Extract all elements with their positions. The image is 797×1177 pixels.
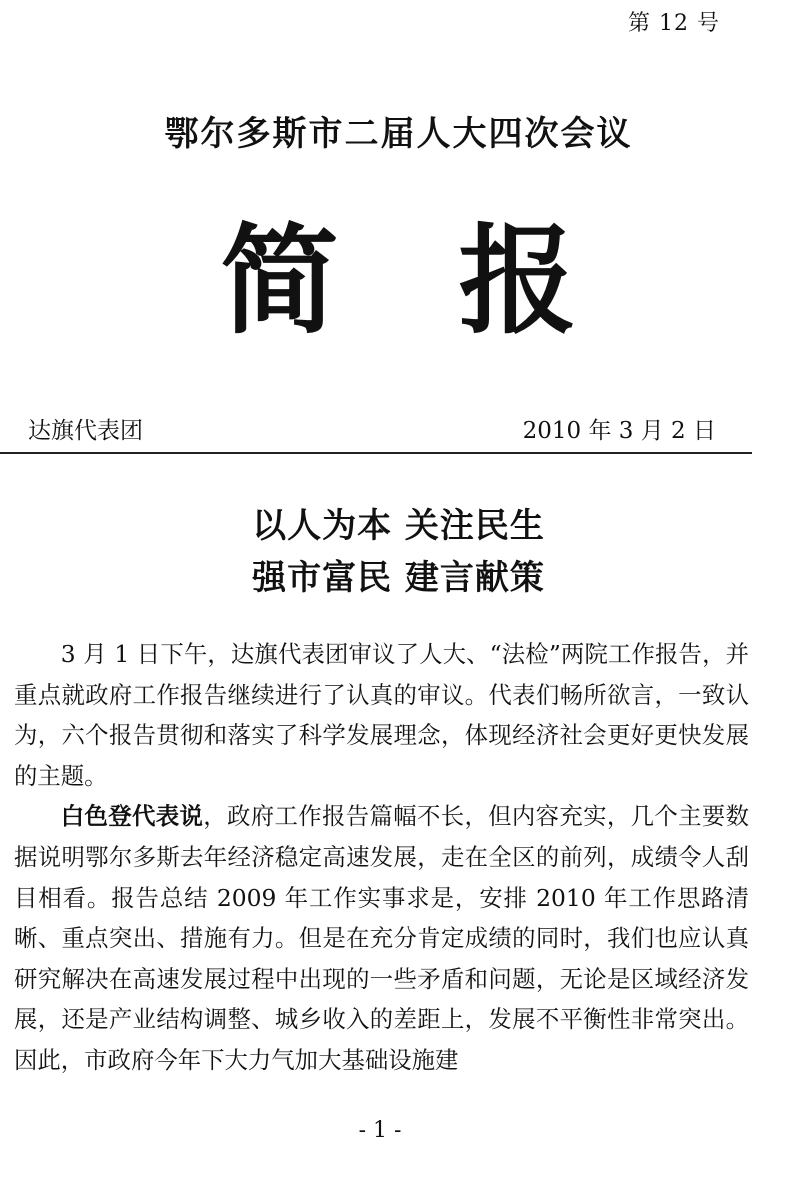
- page-number: - 1 -: [358, 1118, 402, 1143]
- bulletin-title-char-2: 报: [458, 211, 577, 350]
- paragraph-2-text: ，政府工作报告篇幅不长，但内容充实，几个主要数据说明鄂尔多斯去年经济稳定高速发展，走在全区的前列，成绩令人刮目相看。报告总结 2009 年工作实事求是，安排 2010 年工作思路清晰、重点突出、措施有力。但是在充分肯定成绩的同时，我们也应认真研究解决在高速发展过程中出现的一些矛盾和问题，无论是区域经济发展，还是产业结构调整、城乡收入的差距上，发展不平衡性非常突出。因此，市政府今年下大力气加大基础设施建: [14, 802, 750, 1074]
- session-title: 鄂尔多斯市二届人大四次会议: [164, 114, 633, 154]
- delegation-name: 达旗代表团: [28, 418, 143, 444]
- headline-line-1: 以人为本 关注民生: [252, 506, 545, 546]
- bulletin-title: [0, 211, 797, 350]
- speaker-name: 白色登代表说: [60, 802, 204, 831]
- headline-line-2: 强市富民 建言献策: [252, 558, 545, 598]
- paragraph-1: 3 月 1 日下午，达旗代表团审议了人大、“法检”两院工作报告，并重点就政府工作报告继续进行了认真的审议。代表们畅所欲言，一致认为，六个报告贯彻和落实了科学发展理念，体现经济社会更好更快发展的主题。: [14, 640, 749, 790]
- article-body: [14, 634, 749, 1081]
- header-divider: [0, 452, 752, 454]
- issue-number: 第 12 号: [628, 11, 720, 36]
- meta-row: [28, 412, 716, 442]
- bulletin-title-char-1: 简: [220, 211, 339, 350]
- paragraph-2: [14, 796, 749, 1080]
- issue-date: 2010 年 3 月 2 日: [522, 418, 716, 444]
